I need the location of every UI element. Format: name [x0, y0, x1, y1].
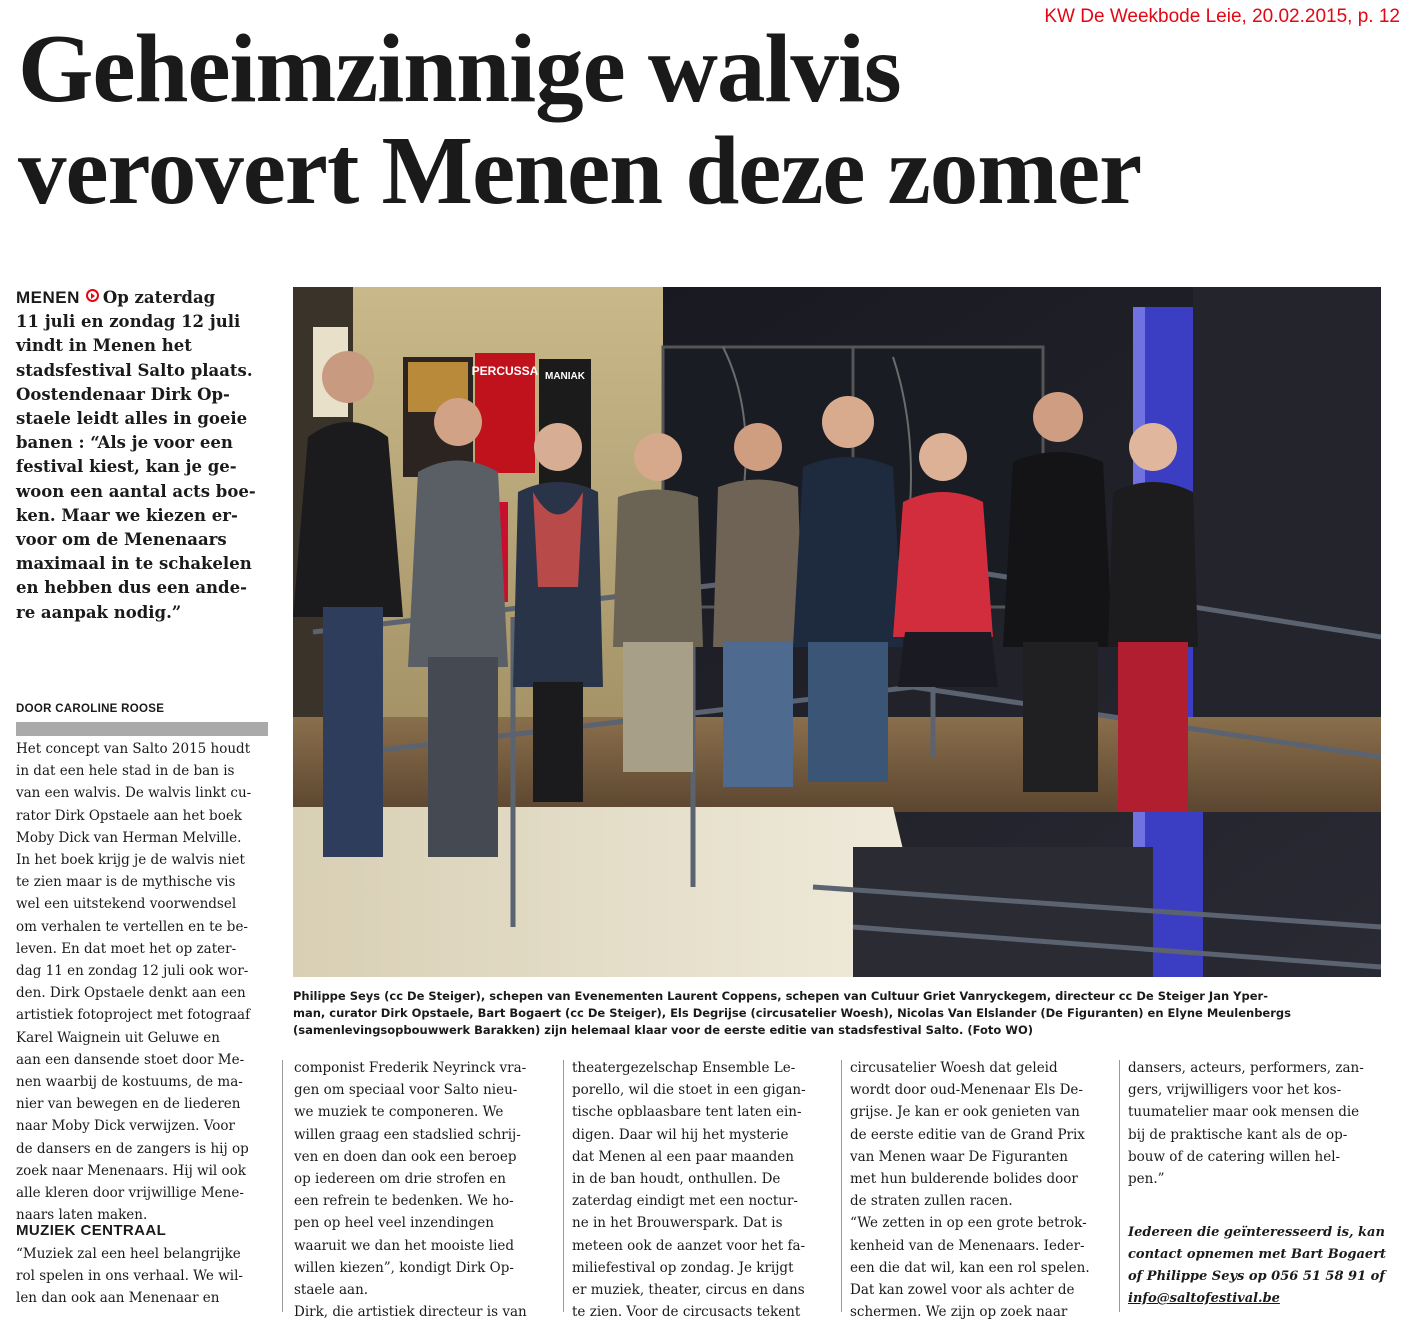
- poster-text-percussa: PERCUSSA: [471, 364, 539, 378]
- text-line: miliefestival op zondag. Je krijgt: [572, 1259, 794, 1276]
- text-line: grijse. Je kan er ook genieten van: [850, 1104, 1080, 1121]
- text-line: op iedereen om drie strofen en: [294, 1171, 506, 1188]
- contact-line: of Philippe Seys op 056 51 58 91 of: [1128, 1269, 1385, 1284]
- column-2: [294, 1057, 556, 1323]
- intro-line: Oostendenaar Dirk Op-: [16, 384, 230, 404]
- text-line: rol spelen in ons verhaal. We wil-: [16, 1268, 243, 1285]
- subhead-muziek-centraal: MUZIEK CENTRAAL: [16, 1222, 167, 1239]
- text-line: pen op heel veel inzendingen: [294, 1215, 494, 1232]
- text-line: een refrein te bedenken. We ho-: [294, 1193, 514, 1210]
- column-rule: [1119, 1060, 1120, 1312]
- headline-line: Geheimzinnige walvis: [18, 15, 901, 122]
- column-rule: [841, 1060, 842, 1312]
- group-photo: [293, 287, 1381, 977]
- text-line: dat Menen al een paar maanden: [572, 1148, 794, 1165]
- text-line: Karel Waignein uit Geluwe en: [16, 1029, 220, 1046]
- text-line: zoek naar Menenaars. Hij wil ook: [16, 1162, 246, 1179]
- text-line: in dat een hele stad in de ban is: [16, 763, 235, 780]
- headline-line: verovert Menen deze zomer: [18, 117, 1142, 224]
- text-line: wel een uitstekend voorwendsel: [16, 896, 237, 913]
- text-line: pen.”: [1128, 1171, 1165, 1188]
- column-4: [850, 1057, 1112, 1323]
- column-rule: [563, 1060, 564, 1312]
- text-line: componist Frederik Neyrinck vra-: [294, 1060, 527, 1076]
- text-line: met hun bulderende bolides door: [850, 1171, 1078, 1188]
- intro-paragraph: [16, 286, 266, 625]
- intro-line: 11 juli en zondag 12 juli: [16, 312, 241, 332]
- text-line: alle kleren door vrijwillige Mene-: [16, 1185, 244, 1202]
- dateline: MENEN: [16, 288, 80, 307]
- text-line: tische opblaasbare tent laten ein-: [572, 1104, 802, 1121]
- contact-line: Iedereen die geïnteresseerd is, kan: [1128, 1225, 1385, 1240]
- intro-line: Op zaterdag: [102, 288, 216, 307]
- column-5: [1128, 1057, 1390, 1190]
- caption-line: man, curator Dirk Opstaele, Bart Bogaert (cc De Steiger), Els Degrijse (circusatelier Woesh), Nicolas Van Elslander (De Figuranten) en Elyne Meulenbergs: [293, 1006, 1291, 1020]
- contact-info: [1128, 1222, 1388, 1310]
- text-line: kenheid van de Menenaars. Ieder-: [850, 1237, 1085, 1254]
- text-line: van Menen waar De Figuranten: [850, 1148, 1068, 1165]
- text-line: Moby Dick van Herman Melville.: [16, 829, 242, 846]
- text-line: Het concept van Salto 2015 houdt: [16, 741, 251, 757]
- intro-line: re aanpak nodig.”: [16, 602, 182, 622]
- column-1-continued: [16, 1243, 271, 1310]
- text-line: aan een dansende stoet door Me-: [16, 1051, 245, 1068]
- text-line: “Muziek zal een heel belangrijke: [16, 1246, 241, 1262]
- text-line: te zien maar is de mythische vis: [16, 874, 236, 891]
- text-line: gen om speciaal voor Salto nieu-: [294, 1082, 518, 1099]
- text-line: meteen ook de aanzet voor het fa-: [572, 1237, 806, 1254]
- caption-line: (samenlevingsopbouwwerk Barakken) zijn helemaal klaar voor de eerste editie van stadsfestival Salto. (Foto WO): [293, 1023, 1033, 1037]
- intro-line: stadsfestival Salto plaats.: [16, 360, 253, 380]
- text-line: nier van bewegen en de liederen: [16, 1096, 241, 1113]
- text-line: van een walvis. De walvis linkt cu-: [16, 785, 252, 802]
- caption-line: Philippe Seys (cc De Steiger), schepen van Evenementen Laurent Coppens, schepen van Cultuur Griet Vanryckegem, directeur cc De Steiger Jan Yper-: [293, 989, 1268, 1003]
- text-line: zaterdag eindigt met een noctur-: [572, 1193, 798, 1210]
- text-line: tuumatelier maar ook mensen die: [1128, 1104, 1360, 1121]
- text-line: nen waarbij de kostuums, de ma-: [16, 1074, 243, 1091]
- text-line: dansers, acteurs, performers, zan-: [1128, 1060, 1364, 1076]
- text-line: om verhalen te vertellen en te be-: [16, 918, 248, 935]
- text-line: willen graag een stadslied schrij-: [294, 1126, 521, 1143]
- text-line: naars laten maken.: [16, 1207, 148, 1224]
- text-line: bouw of de catering willen hel-: [1128, 1148, 1341, 1165]
- text-line: de dansers en de zangers is hij op: [16, 1140, 249, 1157]
- text-line: Dirk, die artistiek directeur is van: [294, 1304, 527, 1321]
- intro-line: voor om de Menenaars: [16, 530, 227, 550]
- text-line: Dat kan zowel voor als achter de: [850, 1282, 1075, 1299]
- text-line: gers, vrijwilligers voor het kos-: [1128, 1082, 1342, 1099]
- text-line: wordt door oud-Menenaar Els De-: [850, 1082, 1083, 1099]
- intro-line: maximaal in te schakelen: [16, 554, 252, 574]
- intro-first-line: [16, 286, 266, 310]
- intro-line: vindt in Menen het: [16, 336, 192, 356]
- text-line: rator Dirk Opstaele aan het boek: [16, 807, 242, 824]
- text-line: willen kiezen”, kondigt Dirk Op-: [294, 1259, 514, 1276]
- poster-text-maniak: MANIAK: [545, 371, 585, 382]
- intro-line: en hebben dus een ande-: [16, 578, 247, 598]
- text-line: artistiek fotoproject met fotograaf: [16, 1007, 251, 1024]
- text-line: te zien. Voor de circusacts tekent: [572, 1304, 801, 1321]
- intro-line: festival kiest, kan je ge-: [16, 457, 237, 477]
- text-line: er muziek, theater, circus en dans: [572, 1282, 805, 1299]
- text-line: den. Dirk Opstaele denkt aan een: [16, 985, 246, 1002]
- byline: DOOR CAROLINE ROOSE: [16, 703, 165, 715]
- intro-line: ken. Maar we kiezen er-: [16, 505, 238, 525]
- text-line: we muziek te componeren. We: [294, 1104, 504, 1121]
- text-line: theatergezelschap Ensemble Le-: [572, 1060, 796, 1076]
- text-line: waaruit we dan het mooiste lied: [294, 1237, 515, 1254]
- column-3: [572, 1057, 834, 1323]
- column-rule: [282, 1060, 283, 1312]
- text-line: staele aan.: [294, 1282, 369, 1299]
- text-line: digen. Daar wil hij het mysterie: [572, 1126, 789, 1143]
- text-line: schermen. We zijn op zoek naar: [850, 1304, 1068, 1321]
- text-line: bij de praktische kant als de op-: [1128, 1126, 1348, 1143]
- text-line: ne in het Brouwerspark. Dat is: [572, 1215, 783, 1232]
- text-line: in de ban houdt, onthullen. De: [572, 1171, 781, 1188]
- text-line: dag 11 en zondag 12 juli ook wor-: [16, 963, 249, 980]
- dateline-arrow-icon: [86, 289, 99, 302]
- text-line: leven. En dat moet het op zater-: [16, 940, 237, 957]
- text-line: “We zetten in op een grote betrok-: [850, 1215, 1087, 1232]
- text-line: porello, wil die stoet in een gigan-: [572, 1082, 806, 1099]
- text-line: ven en doen dan ook een beroep: [294, 1148, 517, 1165]
- intro-line: banen : “Als je voor een: [16, 433, 233, 453]
- source-label: KW De Weekbode Leie, 20.02.2015, p. 12: [1044, 6, 1400, 27]
- byline-bar: [16, 722, 268, 736]
- text-line: de eerste editie van de Grand Prix: [850, 1126, 1085, 1143]
- photo-caption: [293, 988, 1388, 1039]
- text-line: len dan ook aan Menenaar en: [16, 1290, 220, 1307]
- contact-line: contact opnemen met Bart Bogaert: [1128, 1247, 1387, 1262]
- text-line: naar Moby Dick verwijzen. Voor: [16, 1118, 235, 1135]
- text-line: circusatelier Woesh dat geleid: [850, 1060, 1058, 1076]
- contact-email-link[interactable]: info@saltofestival.be: [1128, 1291, 1280, 1306]
- text-line: een die dat wil, kan een rol spelen.: [850, 1259, 1090, 1276]
- intro-line: woon een aantal acts boe-: [16, 481, 256, 501]
- text-line: de straten zullen racen.: [850, 1193, 1013, 1210]
- text-line: In het boek krijg je de walvis niet: [16, 852, 245, 869]
- intro-line: staele leidt alles in goeie: [16, 409, 248, 429]
- column-1: [16, 738, 271, 1226]
